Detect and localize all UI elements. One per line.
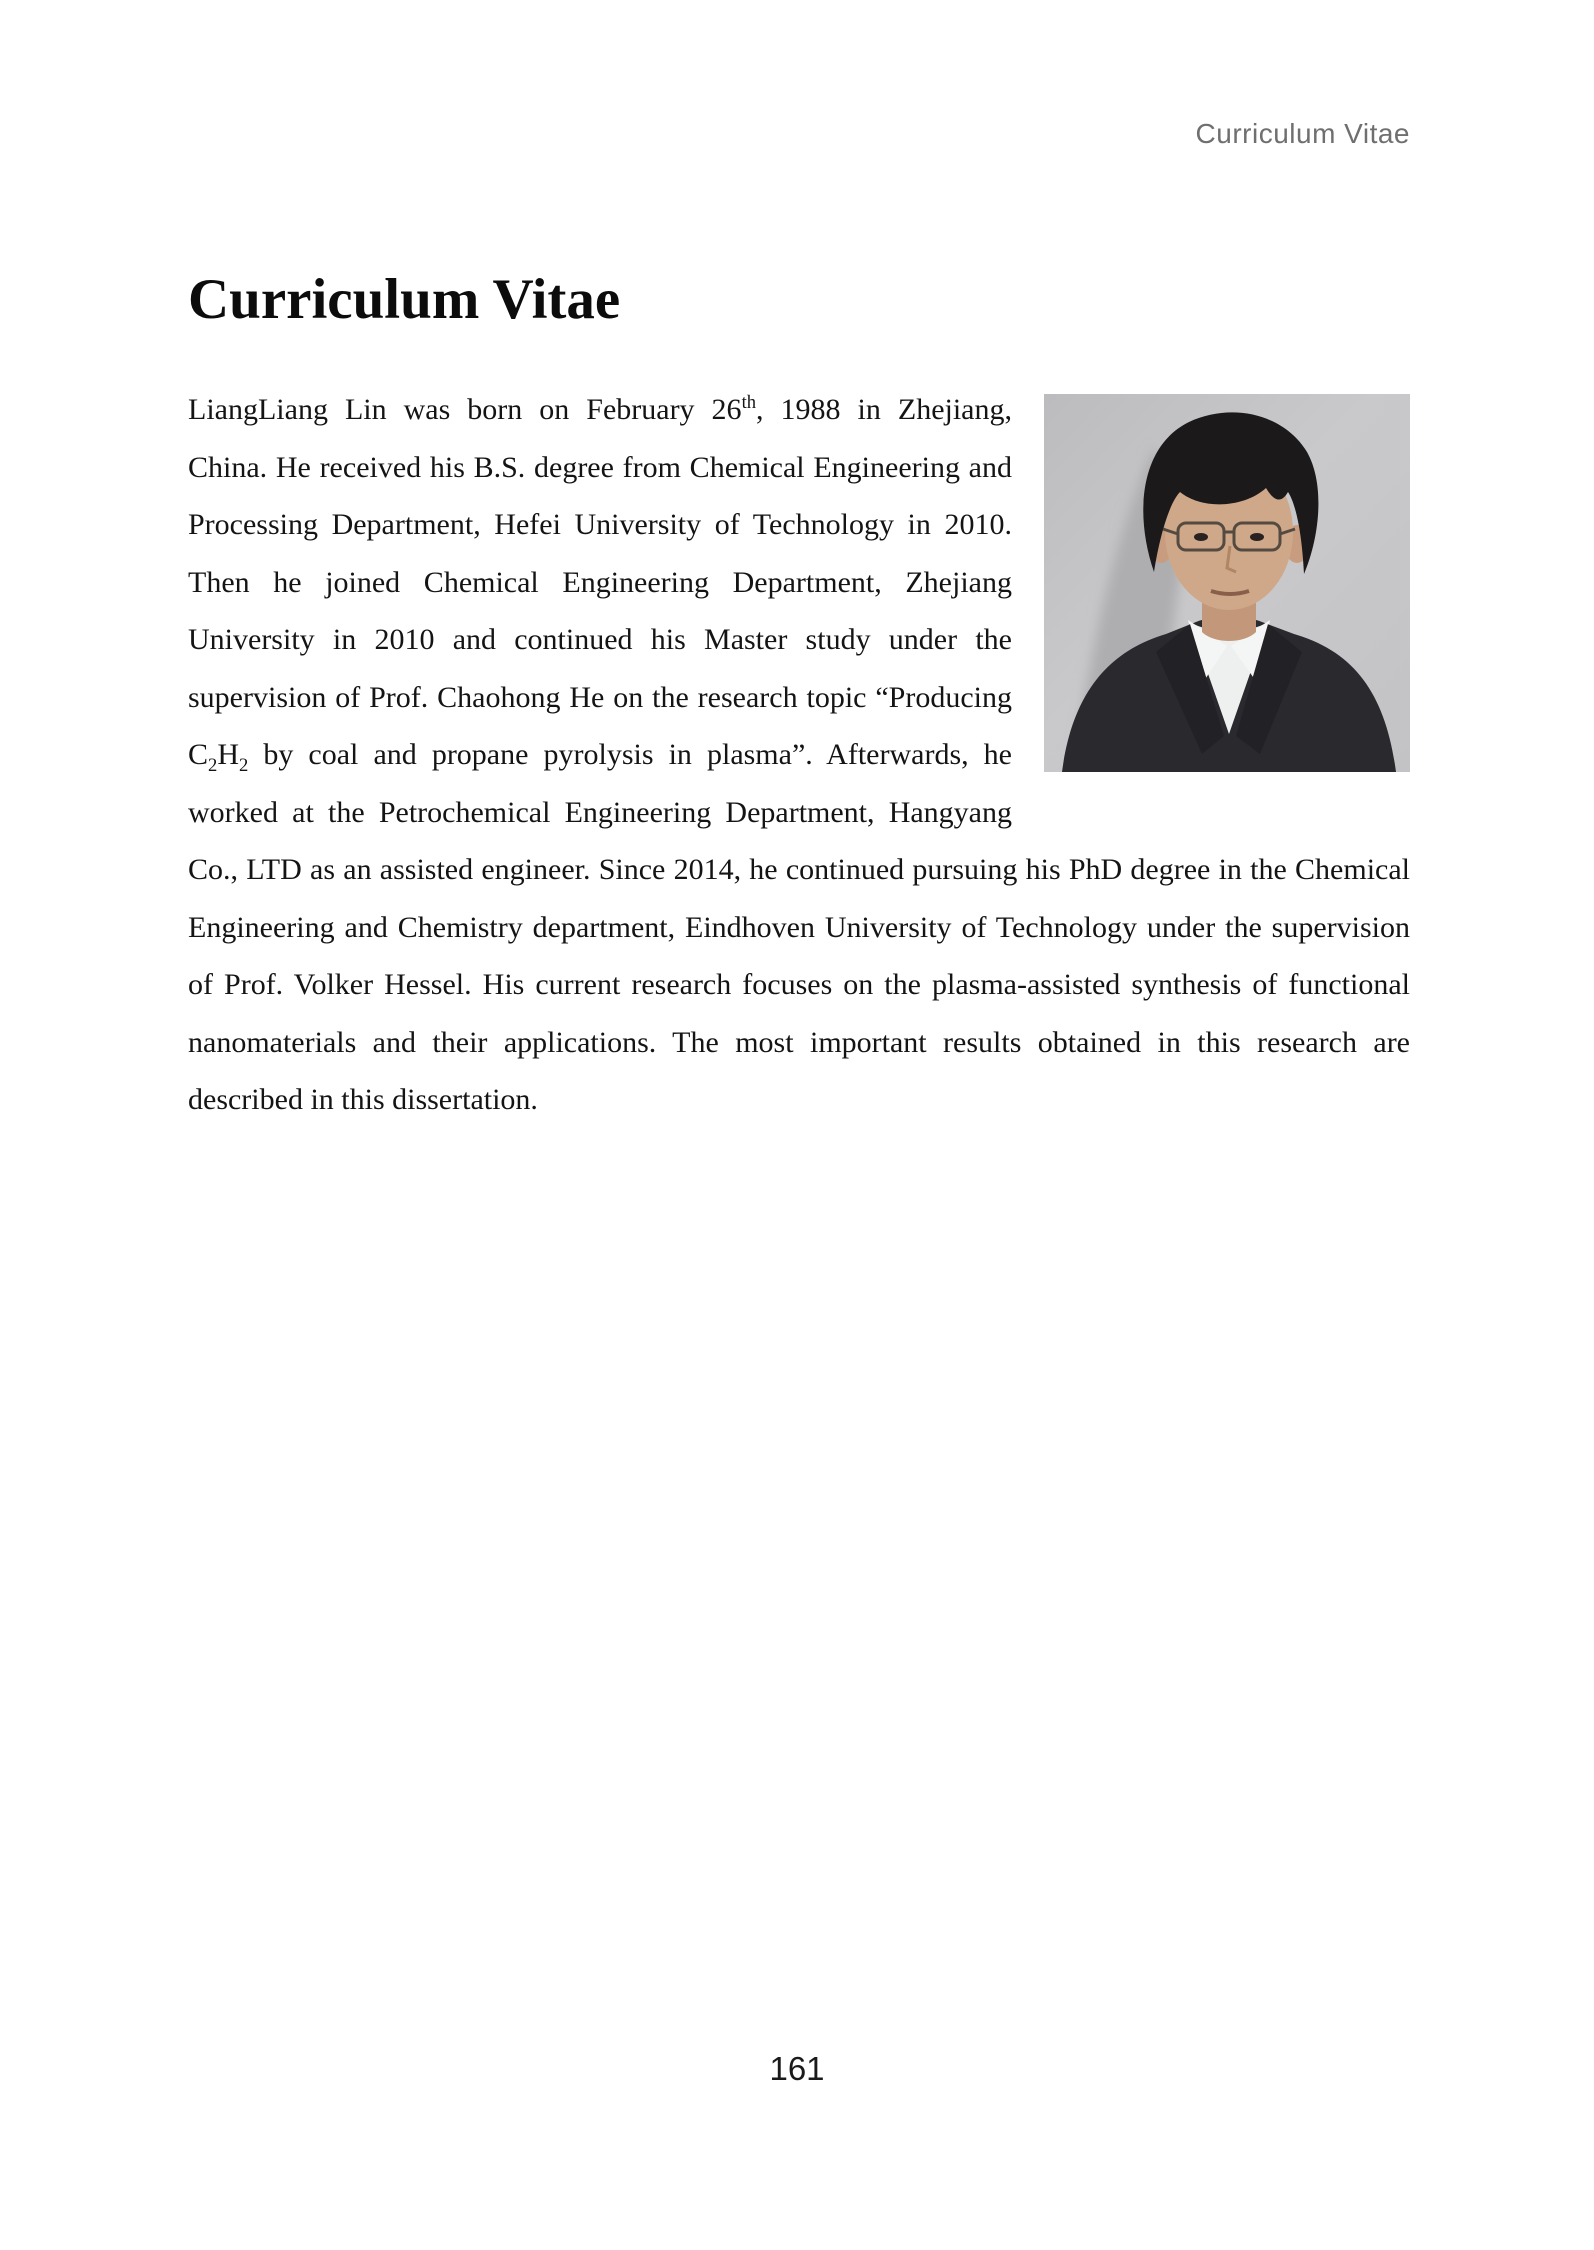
page-number: 161 [769,2050,825,2087]
page-title: Curriculum Vitae [188,268,621,332]
portrait-photo [1044,394,1410,772]
running-header: Curriculum Vitae [1195,118,1410,149]
content-area [188,381,1410,1129]
cv-paragraph: LiangLiang Lin was born on February 26th, 1988 in Zhejiang, China. He received his B.S. degree from Chemical Engineering and Processing Department, Hefei University of Technology in 2010. Then he joined Chemical Engineering Department, Zhejiang University in 2010 and continued his Master study under the supervision of Prof. Chaohong He on the research topic “Producing $C_2H_2$ by coal and propane pyrolysis in plasma”. Afterwards, he worked at the Petrochemical Engineering Department, Hangyang Co., LTD as an assisted engineer. Since 2014, he continued pursuing his PhD degree in the Chemical Engineering and Chemistry department, Eindhoven University of Technology under the supervision of Prof. Volker Hessel. His current research focuses on the plasma-assisted synthesis of functional nanomaterials and their applications. The most important results obtained in this research are described in this dissertation. [188,392,1410,1116]
portrait-photo-graphic [1044,394,1410,772]
